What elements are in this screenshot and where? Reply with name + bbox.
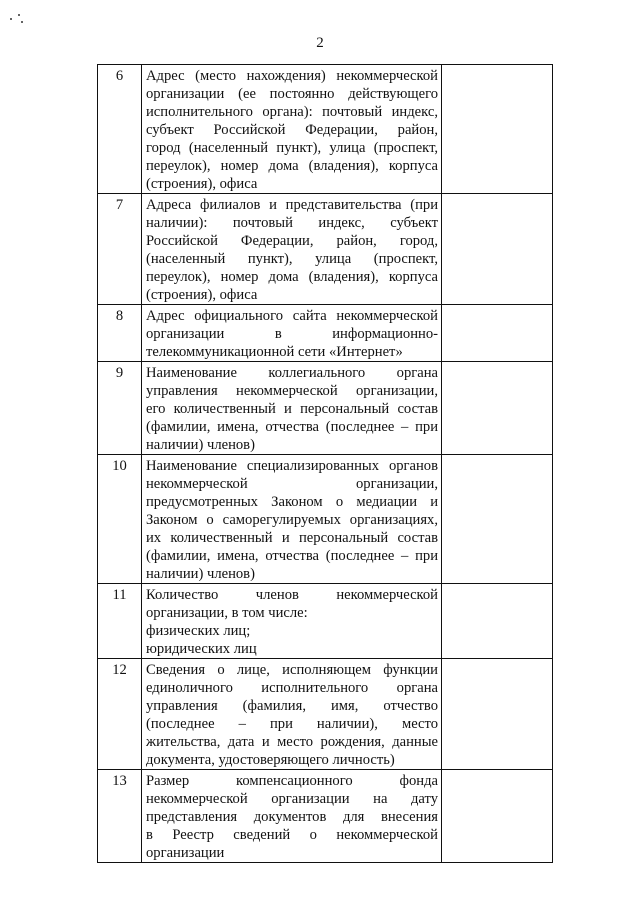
description-line: Адрес официального сайта некоммерческой <box>146 308 438 324</box>
description-line: Наименование специализированных органов <box>146 458 438 474</box>
row-number: 10 <box>98 455 142 584</box>
row-value-cell <box>442 305 553 362</box>
description-line: их количественный и персональный состав <box>146 530 438 546</box>
row-number: 8 <box>98 305 142 362</box>
row-description <box>142 362 442 455</box>
description-line: Количество членов некоммерческой <box>146 587 438 603</box>
row-number: 9 <box>98 362 142 455</box>
page-number: 2 <box>316 35 324 51</box>
description-line: Размер компенсационного фонда <box>146 773 438 789</box>
description-line: документа, удостоверяющего личность) <box>146 752 395 768</box>
row-value-cell <box>442 455 553 584</box>
table-row <box>98 305 553 362</box>
info-table <box>97 64 553 863</box>
description-line: Адреса филиалов и представительства (при <box>146 197 438 213</box>
row-value-cell <box>442 584 553 659</box>
description-line: телекоммуникационной сети «Интернет» <box>146 344 403 360</box>
description-line: представления документов для внесения <box>146 809 438 825</box>
description-line: предусмотренных Законом о медиации и <box>146 494 438 510</box>
description-line: (последнее – при наличии), место <box>146 716 438 732</box>
row-description <box>142 584 442 659</box>
description-line: (населенный пункт), улица (проспект, <box>146 251 438 267</box>
description-line: исполнительного органа): почтовый индекс, <box>146 104 438 120</box>
description-line: (фамилии, имена, отчества (последнее – при <box>146 419 438 435</box>
description-line: (строения), офиса <box>146 176 258 192</box>
row-description <box>142 65 442 194</box>
description-line: управления (фамилия, имя, отчество <box>146 698 438 714</box>
description-line: жительства, дата и место рождения, данные <box>146 734 438 750</box>
description-line: организации в информационно- <box>146 326 438 342</box>
description-line: организации (ее постоянно действующего <box>146 86 438 102</box>
row-value-cell <box>442 65 553 194</box>
description-line: в Реестр сведений о некоммерческой <box>146 827 438 843</box>
row-description <box>142 770 442 863</box>
description-line: переулок), номер дома (владения), корпуса <box>146 158 438 174</box>
description-line: Наименование коллегиального органа <box>146 365 438 381</box>
scan-specks <box>8 12 28 26</box>
description-line: его количественный и персональный состав <box>146 401 438 417</box>
description-line: наличии) членов) <box>146 437 255 453</box>
row-number: 7 <box>98 194 142 305</box>
row-value-cell <box>442 770 553 863</box>
row-description <box>142 194 442 305</box>
table-row <box>98 584 553 659</box>
row-value-cell <box>442 362 553 455</box>
description-line: управления некоммерческой организации, <box>146 383 438 399</box>
description-line: (фамилии, имена, отчества (последнее – при <box>146 548 438 564</box>
description-line: наличии) членов) <box>146 566 255 582</box>
description-line: наличии): почтовый индекс, субъект <box>146 215 438 231</box>
description-line: субъект Российской Федерации, район, <box>146 122 438 138</box>
description-line: Законом о саморегулируемых организациях, <box>146 512 438 528</box>
row-number: 13 <box>98 770 142 863</box>
row-description <box>142 659 442 770</box>
row-number: 12 <box>98 659 142 770</box>
table-row <box>98 362 553 455</box>
row-value-cell <box>442 194 553 305</box>
description-line: некоммерческой организации, <box>146 476 438 492</box>
info-table-body <box>98 65 553 863</box>
row-number: 6 <box>98 65 142 194</box>
table-row <box>98 770 553 863</box>
description-line: единоличного исполнительного органа <box>146 680 438 696</box>
description-line: (строения), офиса <box>146 287 258 303</box>
description-line: физических лиц; <box>146 623 251 639</box>
table-row <box>98 65 553 194</box>
description-line: Адрес (место нахождения) некоммерческой <box>146 68 438 84</box>
table-row <box>98 455 553 584</box>
row-description <box>142 305 442 362</box>
description-line: организации <box>146 845 225 861</box>
description-line: организации, в том числе: <box>146 605 308 621</box>
row-number: 11 <box>98 584 142 659</box>
description-line: юридических лиц <box>146 641 257 657</box>
description-line: некоммерческой организации на дату <box>146 791 438 807</box>
table-row <box>98 659 553 770</box>
row-value-cell <box>442 659 553 770</box>
description-line: город (населенный пункт), улица (проспект, <box>146 140 438 156</box>
description-line: Сведения о лице, исполняющем функции <box>146 662 438 678</box>
description-line: Российской Федерации, район, город, <box>146 233 438 249</box>
description-line: переулок), номер дома (владения), корпуса <box>146 269 438 285</box>
row-description <box>142 455 442 584</box>
table-row <box>98 194 553 305</box>
